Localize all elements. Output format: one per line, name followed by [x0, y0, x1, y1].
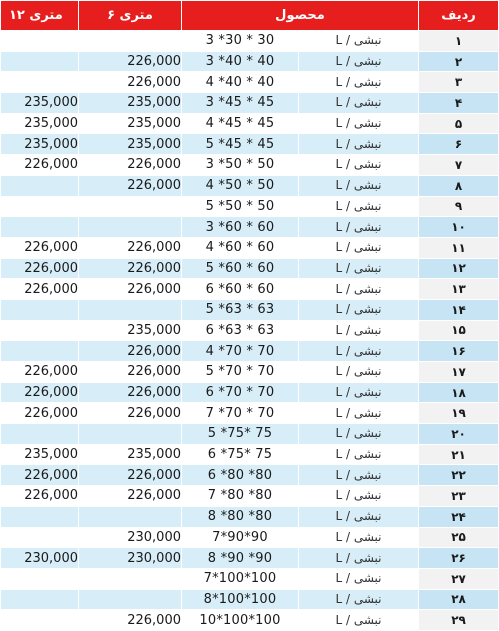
price-6m-cell	[79, 217, 182, 238]
product-size-text: 7 *70 * 70	[205, 405, 275, 421]
row-index-cell: ۱۴	[419, 299, 499, 320]
product-type-text: L / نبشی	[335, 405, 382, 420]
price-12m-cell	[1, 568, 79, 589]
product-type-text: L / نبشی	[335, 281, 382, 296]
row-index-cell: ۴	[419, 93, 499, 114]
table-row	[1, 610, 499, 631]
product-size-cell	[182, 506, 299, 527]
price-12m-cell: 226,000	[1, 465, 79, 486]
price-6m-cell: 226,000	[79, 382, 182, 403]
product-type-cell	[299, 258, 419, 279]
product-size-cell	[182, 258, 299, 279]
row-index-cell: ۱۳	[419, 279, 499, 300]
product-size-text: 4 *60 * 60	[205, 240, 275, 256]
product-type-cell	[299, 548, 419, 569]
product-size-text: 3 *45 * 45	[205, 95, 275, 111]
price-12m-cell: 226,000	[1, 155, 79, 176]
price-12m-cell: 230,000	[1, 548, 79, 569]
product-type-cell	[299, 237, 419, 258]
product-type-text: L / نبشی	[335, 364, 382, 379]
product-size-cell	[182, 134, 299, 155]
product-type-text: L / نبشی	[335, 302, 382, 317]
table-row	[1, 527, 499, 548]
table-body	[1, 31, 499, 631]
product-type-cell	[299, 465, 419, 486]
price-6m-cell: 235,000	[79, 93, 182, 114]
product-type-cell	[299, 217, 419, 238]
product-size-cell	[182, 403, 299, 424]
product-size-cell	[182, 320, 299, 341]
product-type-cell	[299, 155, 419, 176]
product-size-text: 5 *60 * 60	[205, 260, 275, 276]
product-size-text: 4 *45 * 45	[205, 116, 275, 132]
price-12m-cell	[1, 527, 79, 548]
product-type-text: L / نبشی	[335, 509, 382, 524]
product-size-text: 7 *80 *80	[207, 488, 273, 504]
product-size-cell	[182, 51, 299, 72]
price-12m-cell: 235,000	[1, 134, 79, 155]
price-6m-cell	[79, 424, 182, 445]
product-type-text: L / نبشی	[335, 612, 382, 627]
product-type-text: L / نبشی	[335, 198, 382, 213]
row-index-cell: ۲۲	[419, 465, 499, 486]
product-type-text: L / نبشی	[335, 467, 382, 482]
product-size-cell	[182, 527, 299, 548]
price-12m-cell	[1, 506, 79, 527]
price-6m-cell: 226,000	[79, 403, 182, 424]
table-row	[1, 279, 499, 300]
table-row	[1, 424, 499, 445]
table-row	[1, 568, 499, 589]
table-row	[1, 175, 499, 196]
row-index-cell: ۱۸	[419, 382, 499, 403]
row-index-cell: ۱۰	[419, 217, 499, 238]
product-size-text: 6 *63 * 63	[205, 322, 275, 338]
price-12m-cell	[1, 299, 79, 320]
row-index-cell: ۲۰	[419, 424, 499, 445]
product-type-cell	[299, 341, 419, 362]
price-12m-cell: 226,000	[1, 382, 79, 403]
row-index-cell: ۵	[419, 113, 499, 134]
product-size-cell	[182, 72, 299, 93]
price-6m-cell	[79, 31, 182, 52]
product-type-text: L / نبشی	[335, 343, 382, 358]
product-type-cell	[299, 299, 419, 320]
table-row	[1, 258, 499, 279]
price-6m-cell: 226,000	[79, 362, 182, 383]
price-12m-cell	[1, 175, 79, 196]
product-type-text: L / نبشی	[335, 571, 382, 586]
product-type-cell	[299, 444, 419, 465]
price-6m-cell: 226,000	[79, 279, 182, 300]
table-row	[1, 486, 499, 507]
row-index-cell: ۲۶	[419, 548, 499, 569]
row-index-cell: ۱۲	[419, 258, 499, 279]
header-product: محصول	[182, 1, 419, 31]
table-row	[1, 155, 499, 176]
product-type-text: L / نبشی	[335, 178, 382, 193]
product-size-text: 7*90*90	[212, 529, 268, 545]
table-row	[1, 465, 499, 486]
price-6m-cell: 226,000	[79, 465, 182, 486]
price-12m-cell: 226,000	[1, 486, 79, 507]
table-row	[1, 237, 499, 258]
row-index-cell: ۳	[419, 72, 499, 93]
table-row	[1, 320, 499, 341]
price-6m-cell: 226,000	[79, 51, 182, 72]
product-type-text: L / نبشی	[335, 240, 382, 255]
table-row	[1, 196, 499, 217]
product-size-text: 6 *75* 75	[207, 447, 273, 463]
price-12m-cell: 226,000	[1, 258, 79, 279]
product-size-cell	[182, 237, 299, 258]
table-row	[1, 548, 499, 569]
price-6m-cell: 230,000	[79, 527, 182, 548]
table-row	[1, 93, 499, 114]
product-type-cell	[299, 196, 419, 217]
row-index-cell: ۲۴	[419, 506, 499, 527]
product-type-cell	[299, 279, 419, 300]
product-type-text: L / نبشی	[335, 591, 382, 606]
product-size-cell	[182, 486, 299, 507]
price-6m-cell: 226,000	[79, 610, 182, 631]
product-type-cell	[299, 175, 419, 196]
row-index-cell: ۱۵	[419, 320, 499, 341]
product-size-text: 5 *75* 75	[207, 426, 273, 442]
product-size-cell	[182, 362, 299, 383]
price-12m-cell	[1, 610, 79, 631]
product-type-cell	[299, 610, 419, 631]
product-type-text: L / نبشی	[335, 116, 382, 131]
row-index-cell: ۱۹	[419, 403, 499, 424]
product-size-cell	[182, 299, 299, 320]
price-12m-cell: 235,000	[1, 93, 79, 114]
product-size-text: 5 *63 * 63	[205, 302, 275, 318]
product-type-cell	[299, 424, 419, 445]
price-12m-cell: 226,000	[1, 362, 79, 383]
product-size-cell	[182, 548, 299, 569]
price-6m-cell: 226,000	[79, 237, 182, 258]
product-size-cell	[182, 444, 299, 465]
price-12m-cell	[1, 589, 79, 610]
price-12m-cell: 235,000	[1, 444, 79, 465]
product-type-cell	[299, 568, 419, 589]
product-type-text: L / نبشی	[335, 426, 382, 441]
price-6m-cell: 226,000	[79, 155, 182, 176]
price-6m-cell: 226,000	[79, 175, 182, 196]
product-size-text: 5 *45 * 45	[205, 136, 275, 152]
product-size-cell	[182, 196, 299, 217]
price-6m-cell	[79, 589, 182, 610]
row-index-cell: ۱	[419, 31, 499, 52]
product-type-cell	[299, 527, 419, 548]
table-row	[1, 362, 499, 383]
product-size-text: 3 *30 * 30	[205, 33, 275, 49]
product-size-text: 6 *60 * 60	[205, 281, 275, 297]
price-6m-cell: 235,000	[79, 320, 182, 341]
table-row	[1, 341, 499, 362]
row-index-cell: ۲	[419, 51, 499, 72]
product-type-text: L / نبشی	[335, 33, 382, 48]
price-12m-cell: 226,000	[1, 403, 79, 424]
row-index-cell: ۱۱	[419, 237, 499, 258]
table-header-row	[1, 1, 499, 31]
row-index-cell: ۲۳	[419, 486, 499, 507]
row-index-cell: ۷	[419, 155, 499, 176]
table-row	[1, 72, 499, 93]
product-type-text: L / نبشی	[335, 74, 382, 89]
table-row	[1, 113, 499, 134]
product-size-cell	[182, 155, 299, 176]
row-index-cell: ۲۹	[419, 610, 499, 631]
price-12m-cell: 226,000	[1, 279, 79, 300]
product-type-cell	[299, 134, 419, 155]
product-type-text: L / نبشی	[335, 219, 382, 234]
row-index-cell: ۸	[419, 175, 499, 196]
product-size-cell	[182, 610, 299, 631]
price-12m-cell	[1, 217, 79, 238]
table-row	[1, 31, 499, 52]
product-size-cell	[182, 341, 299, 362]
row-index-cell: ۱۷	[419, 362, 499, 383]
product-size-text: 3 *60 * 60	[205, 219, 275, 235]
product-size-cell	[182, 31, 299, 52]
price-6m-cell: 235,000	[79, 444, 182, 465]
row-index-cell: ۲۵	[419, 527, 499, 548]
table-row	[1, 51, 499, 72]
product-size-cell	[182, 382, 299, 403]
product-type-text: L / نبشی	[335, 54, 382, 69]
product-type-text: L / نبشی	[335, 260, 382, 275]
price-6m-cell: 226,000	[79, 486, 182, 507]
product-type-text: L / نبشی	[335, 136, 382, 151]
table-row	[1, 299, 499, 320]
product-size-cell	[182, 568, 299, 589]
product-size-cell	[182, 465, 299, 486]
table-row	[1, 134, 499, 155]
product-size-text: 8 *90 *90	[207, 550, 273, 566]
product-size-text: 5 *70 * 70	[205, 364, 275, 380]
product-size-text: 8*100*100	[203, 591, 277, 607]
price-6m-cell: 226,000	[79, 258, 182, 279]
product-size-text: 4 *40 * 40	[205, 74, 275, 90]
product-type-cell	[299, 113, 419, 134]
price-6m-cell	[79, 196, 182, 217]
product-size-text: 3 *50 * 50	[205, 157, 275, 173]
product-type-cell	[299, 486, 419, 507]
product-size-text: 6 *70 * 70	[205, 385, 275, 401]
price-6m-cell: 235,000	[79, 113, 182, 134]
product-type-cell	[299, 382, 419, 403]
table-row	[1, 506, 499, 527]
product-type-cell	[299, 93, 419, 114]
product-size-cell	[182, 113, 299, 134]
header-price-6m: ۶ متری	[79, 1, 182, 31]
product-size-cell	[182, 279, 299, 300]
product-type-text: L / نبشی	[335, 529, 382, 544]
row-index-cell: ۲۷	[419, 568, 499, 589]
price-12m-cell	[1, 341, 79, 362]
price-12m-cell	[1, 196, 79, 217]
row-index-cell: ۱۶	[419, 341, 499, 362]
price-12m-cell	[1, 320, 79, 341]
product-type-text: L / نبشی	[335, 157, 382, 172]
price-12m-cell: 226,000	[1, 237, 79, 258]
table-row	[1, 403, 499, 424]
product-size-cell	[182, 93, 299, 114]
product-type-cell	[299, 51, 419, 72]
product-type-text: L / نبشی	[335, 95, 382, 110]
product-size-cell	[182, 589, 299, 610]
product-type-text: L / نبشی	[335, 550, 382, 565]
product-size-text: 5 *50 * 50	[205, 198, 275, 214]
product-type-cell	[299, 72, 419, 93]
price-6m-cell	[79, 506, 182, 527]
header-price-12m: ۱۲ متری	[1, 1, 79, 31]
product-type-text: L / نبشی	[335, 447, 382, 462]
product-type-text: L / نبشی	[335, 385, 382, 400]
product-size-cell	[182, 424, 299, 445]
product-type-cell	[299, 506, 419, 527]
row-index-cell: ۹	[419, 196, 499, 217]
product-size-text: 10*100*100	[199, 612, 281, 628]
row-index-cell: ۶	[419, 134, 499, 155]
price-12m-cell	[1, 424, 79, 445]
row-index-cell: ۲۸	[419, 589, 499, 610]
price-12m-cell	[1, 72, 79, 93]
product-size-text: 4 *70 * 70	[205, 343, 275, 359]
product-type-cell	[299, 403, 419, 424]
product-size-cell	[182, 217, 299, 238]
product-type-cell	[299, 362, 419, 383]
product-size-text: 4 *50 * 50	[205, 178, 275, 194]
product-type-cell	[299, 320, 419, 341]
price-6m-cell	[79, 299, 182, 320]
product-type-cell	[299, 589, 419, 610]
product-size-text: 7*100*100	[203, 571, 277, 587]
table-row	[1, 382, 499, 403]
price-6m-cell	[79, 568, 182, 589]
row-index-cell: ۲۱	[419, 444, 499, 465]
header-index: ردیف	[419, 1, 499, 31]
product-size-text: 8 *80 *80	[207, 509, 273, 525]
product-type-text: L / نبشی	[335, 488, 382, 503]
price-6m-cell: 226,000	[79, 341, 182, 362]
product-type-cell	[299, 31, 419, 52]
price-6m-cell: 230,000	[79, 548, 182, 569]
table-row	[1, 589, 499, 610]
price-12m-cell	[1, 31, 79, 52]
product-size-text: 3 *40 * 40	[205, 54, 275, 70]
price-6m-cell: 235,000	[79, 134, 182, 155]
table-row	[1, 444, 499, 465]
price-12m-cell	[1, 51, 79, 72]
product-size-cell	[182, 175, 299, 196]
product-type-text: L / نبشی	[335, 322, 382, 337]
price-6m-cell: 226,000	[79, 72, 182, 93]
price-12m-cell: 235,000	[1, 113, 79, 134]
product-size-text: 6 *80 *80	[207, 467, 273, 483]
table-row	[1, 217, 499, 238]
